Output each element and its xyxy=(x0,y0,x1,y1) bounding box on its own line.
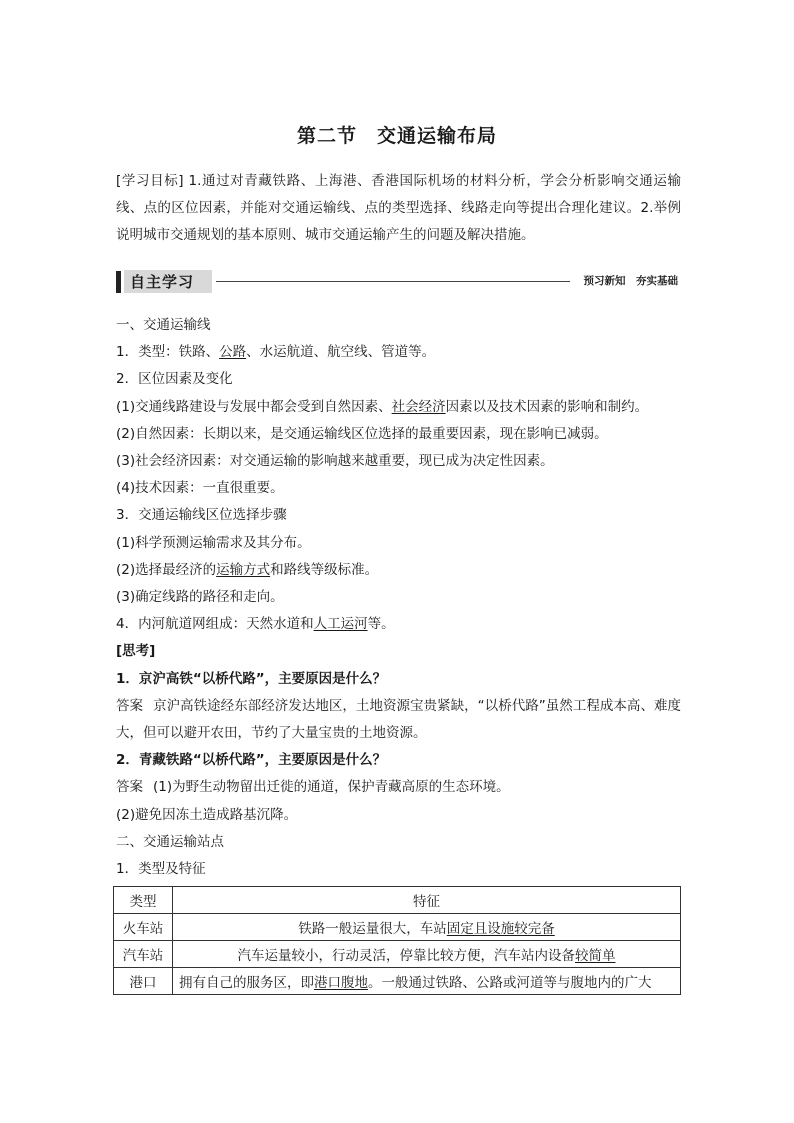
section1-item3: 3．交通运输线区位选择步骤 xyxy=(116,507,287,524)
table-cell-type: 汽车站 xyxy=(114,941,173,968)
think-heading: [思考] xyxy=(116,643,156,660)
table-cell-feature: 拥有自己的服务区，即港口腹地。一般通过铁路、公路或河道等与腹地内的广大 xyxy=(173,968,681,995)
learning-objectives xyxy=(116,168,681,249)
section2-item1: 1．类型及特征 xyxy=(116,861,206,878)
station-features-table xyxy=(113,886,681,995)
blank-answer: 固定且设施较完备 xyxy=(446,921,555,937)
section1-sub1: (1)交通线路建设与发展中都会受到自然因素、社会经济因素以及技术因素的影响和制约。 xyxy=(116,398,649,415)
section1-item1: 1．类型：铁路、公路、水运航道、航空线、管道等。 xyxy=(116,344,436,361)
section2-heading: 二、交通运输站点 xyxy=(116,833,224,850)
blank-answer: 较简单 xyxy=(575,948,616,964)
objectives-text: 1.通过对青藏铁路、上海港、香港国际机场的材料分析，学会分析影响交通运输线、点的区位因素，并能对交通运输线、点的类型选择、线路走向等提出合理化建议。2.举例说明城市交通规划的基本原则、城市交通运输产生的问题及解决措施。 xyxy=(116,173,681,243)
banner-slogan: 预习新知 夯实基础 xyxy=(583,275,678,287)
table-cell-type: 港口 xyxy=(114,968,173,995)
table-row xyxy=(114,941,681,968)
section1-sub3: (3)社会经济因素：对交通运输的影响越来越重要，现已成为决定性因素。 xyxy=(116,453,554,470)
section1-heading: 一、交通运输线 xyxy=(116,317,211,333)
section-banner xyxy=(116,270,678,293)
objectives-tag: [学习目标] xyxy=(116,173,184,189)
table-row xyxy=(114,968,681,995)
blank-answer: 运输方式 xyxy=(216,561,271,578)
blank-answer: 社会经济 xyxy=(391,398,446,415)
section1-item4: 4．内河航道网组成：天然水道和人工运河等。 xyxy=(116,616,395,633)
think-answer-2: 答案 (1)为野生动物留出迁徙的通道，保护青藏高原的生态环境。 xyxy=(116,779,510,796)
section1-step1: (1)科学预测运输需求及其分布。 xyxy=(116,534,311,551)
section1-item2: 2．区位因素及变化 xyxy=(116,371,233,388)
answer-label: 答案 xyxy=(116,697,144,714)
banner-rule xyxy=(216,281,570,282)
answer-label: 答案 xyxy=(116,779,143,796)
table-header-type: 类型 xyxy=(114,887,173,914)
page-title: 第二节 交通运输布局 xyxy=(296,125,497,147)
table-header-row xyxy=(114,887,681,914)
banner-marker xyxy=(116,271,121,293)
table-row xyxy=(114,914,681,941)
think-question-2: 2．青藏铁路“以桥代路”，主要原因是什么？ xyxy=(116,752,387,769)
table-cell-feature: 汽车运量较小，行动灵活，停靠比较方便，汽车站内设备较简单 xyxy=(173,941,681,968)
blank-answer: 人工运河 xyxy=(313,616,368,633)
section1-sub4: (4)技术因素：一直很重要。 xyxy=(116,480,284,497)
main-content xyxy=(116,312,681,883)
table-cell-feature: 铁路一般运量很大，车站固定且设施较完备 xyxy=(173,914,681,941)
section1-step2: (2)选择最经济的运输方式和路线等级标准。 xyxy=(116,561,379,578)
section1-step3: (3)确定线路的路径和走向。 xyxy=(116,589,284,606)
banner-label: 自主学习 xyxy=(124,270,212,293)
blank-answer: 公路 xyxy=(219,344,247,361)
think-answer-2b: (2)避免因冻土造成路基沉降。 xyxy=(116,806,298,823)
table-cell-type: 火车站 xyxy=(114,914,173,941)
section1-sub2: (2)自然因素：长期以来，是交通运输线区位选择的最重要因素，现在影响已减弱。 xyxy=(116,425,608,442)
table-header-feature: 特征 xyxy=(173,887,681,914)
think-question-1: 1．京沪高铁“以桥代路”，主要原因是什么？ xyxy=(116,670,387,687)
think-answer-1: 答案 京沪高铁途经东部经济发达地区，土地资源宝贵紧缺，“以桥代路”虽然工程成本高、难度大，但可以避开农田，节约了大量宝贵的土地资源。 xyxy=(116,697,682,742)
blank-answer: 港口腹地 xyxy=(314,975,368,991)
